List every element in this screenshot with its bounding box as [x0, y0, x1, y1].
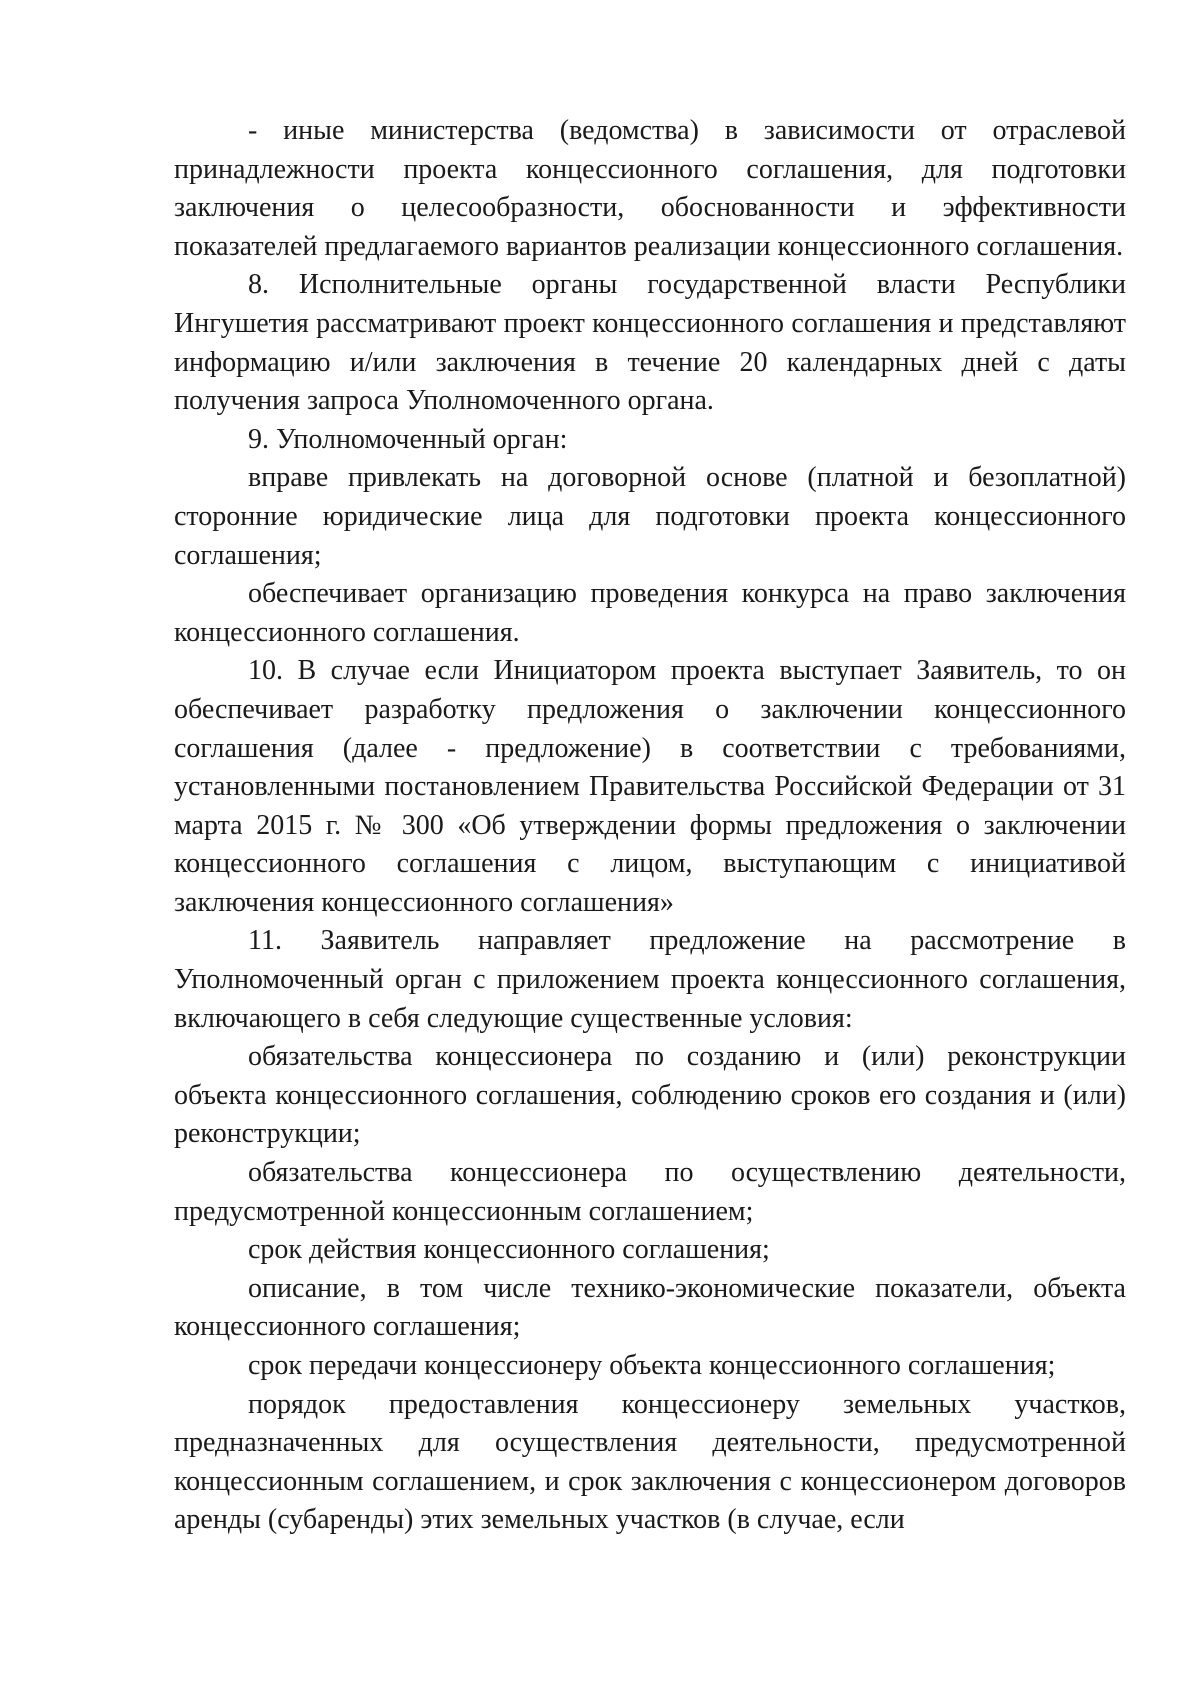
paragraph-condition-description: описание, в том числе технико-экономические показатели, объекта концессионного соглашения;	[174, 1272, 1126, 1343]
document-body	[174, 112, 1126, 1540]
paragraph-item-9: 9. Уполномоченный орган:	[248, 423, 568, 455]
paragraph-other-ministries: - иные министерства (ведомства) в зависимости от отраслевой принадлежности проекта концессионного соглашения, для подготовки заключения о целесообразности, обоснованности и эффективности показателей предлагаемого вариантов реализации концессионного соглашения.	[174, 115, 1126, 262]
paragraph-item-9-contest: обеспечивает организацию проведения конкурса на право заключения концессионного соглашения.	[174, 578, 1126, 648]
paragraph-condition-transfer: срок передачи концессионеру объекта концессионного соглашения;	[248, 1350, 1056, 1381]
paragraph-condition-land: порядок предоставления концессионеру земельных участков, предназначенных для осуществления деятельности, предусмотренной концессионным соглашением, и срок заключения с концессионером договоров аренды (субаренды) этих земельных участков (в случае, если	[174, 1388, 1126, 1536]
paragraph-item-10: 10. В случае если Инициатором проекта выступает Заявитель, то он обеспечивает разработку предложения о заключении концессионного соглашения (далее - предложение) в соответствии с требованиями, установленными постановлением Правительства Российской Федерации от 31 марта 2015 г. № 300 «Об утверждении формы предложения о заключении концессионного соглашения с лицом, выступающим с инициативой заключения концессионного соглашения»	[174, 655, 1126, 918]
paragraph-condition-construction: обязательства концессионера по созданию и (или) реконструкции объекта концессионного соглашения, соблюдению сроков его создания и (или) реконструкции;	[174, 1041, 1126, 1150]
paragraph-item-11: 11. Заявитель направляет предложение на рассмотрение в Уполномоченный орган с приложением проекта концессионного соглашения, включающего в себя следующие существенные условия:	[174, 925, 1126, 1034]
paragraph-condition-activity: обязательства концессионера по осуществлению деятельности, предусмотренной концессионным соглашением;	[174, 1157, 1126, 1227]
paragraph-condition-term: срок действия концессионного соглашения;	[248, 1234, 770, 1266]
paragraph-item-8: 8. Исполнительные органы государственной власти Республики Ингушетия рассматривают проект концессионного соглашения и представляют информацию и/или заключения в течение 20 календарных дней с даты получения запроса Уполномоченного органа.	[174, 269, 1126, 417]
paragraph-item-9-right: вправе привлекать на договорной основе (платной и безоплатной) сторонние юридические лица для подготовки проекта концессионного соглашения;	[174, 462, 1126, 571]
